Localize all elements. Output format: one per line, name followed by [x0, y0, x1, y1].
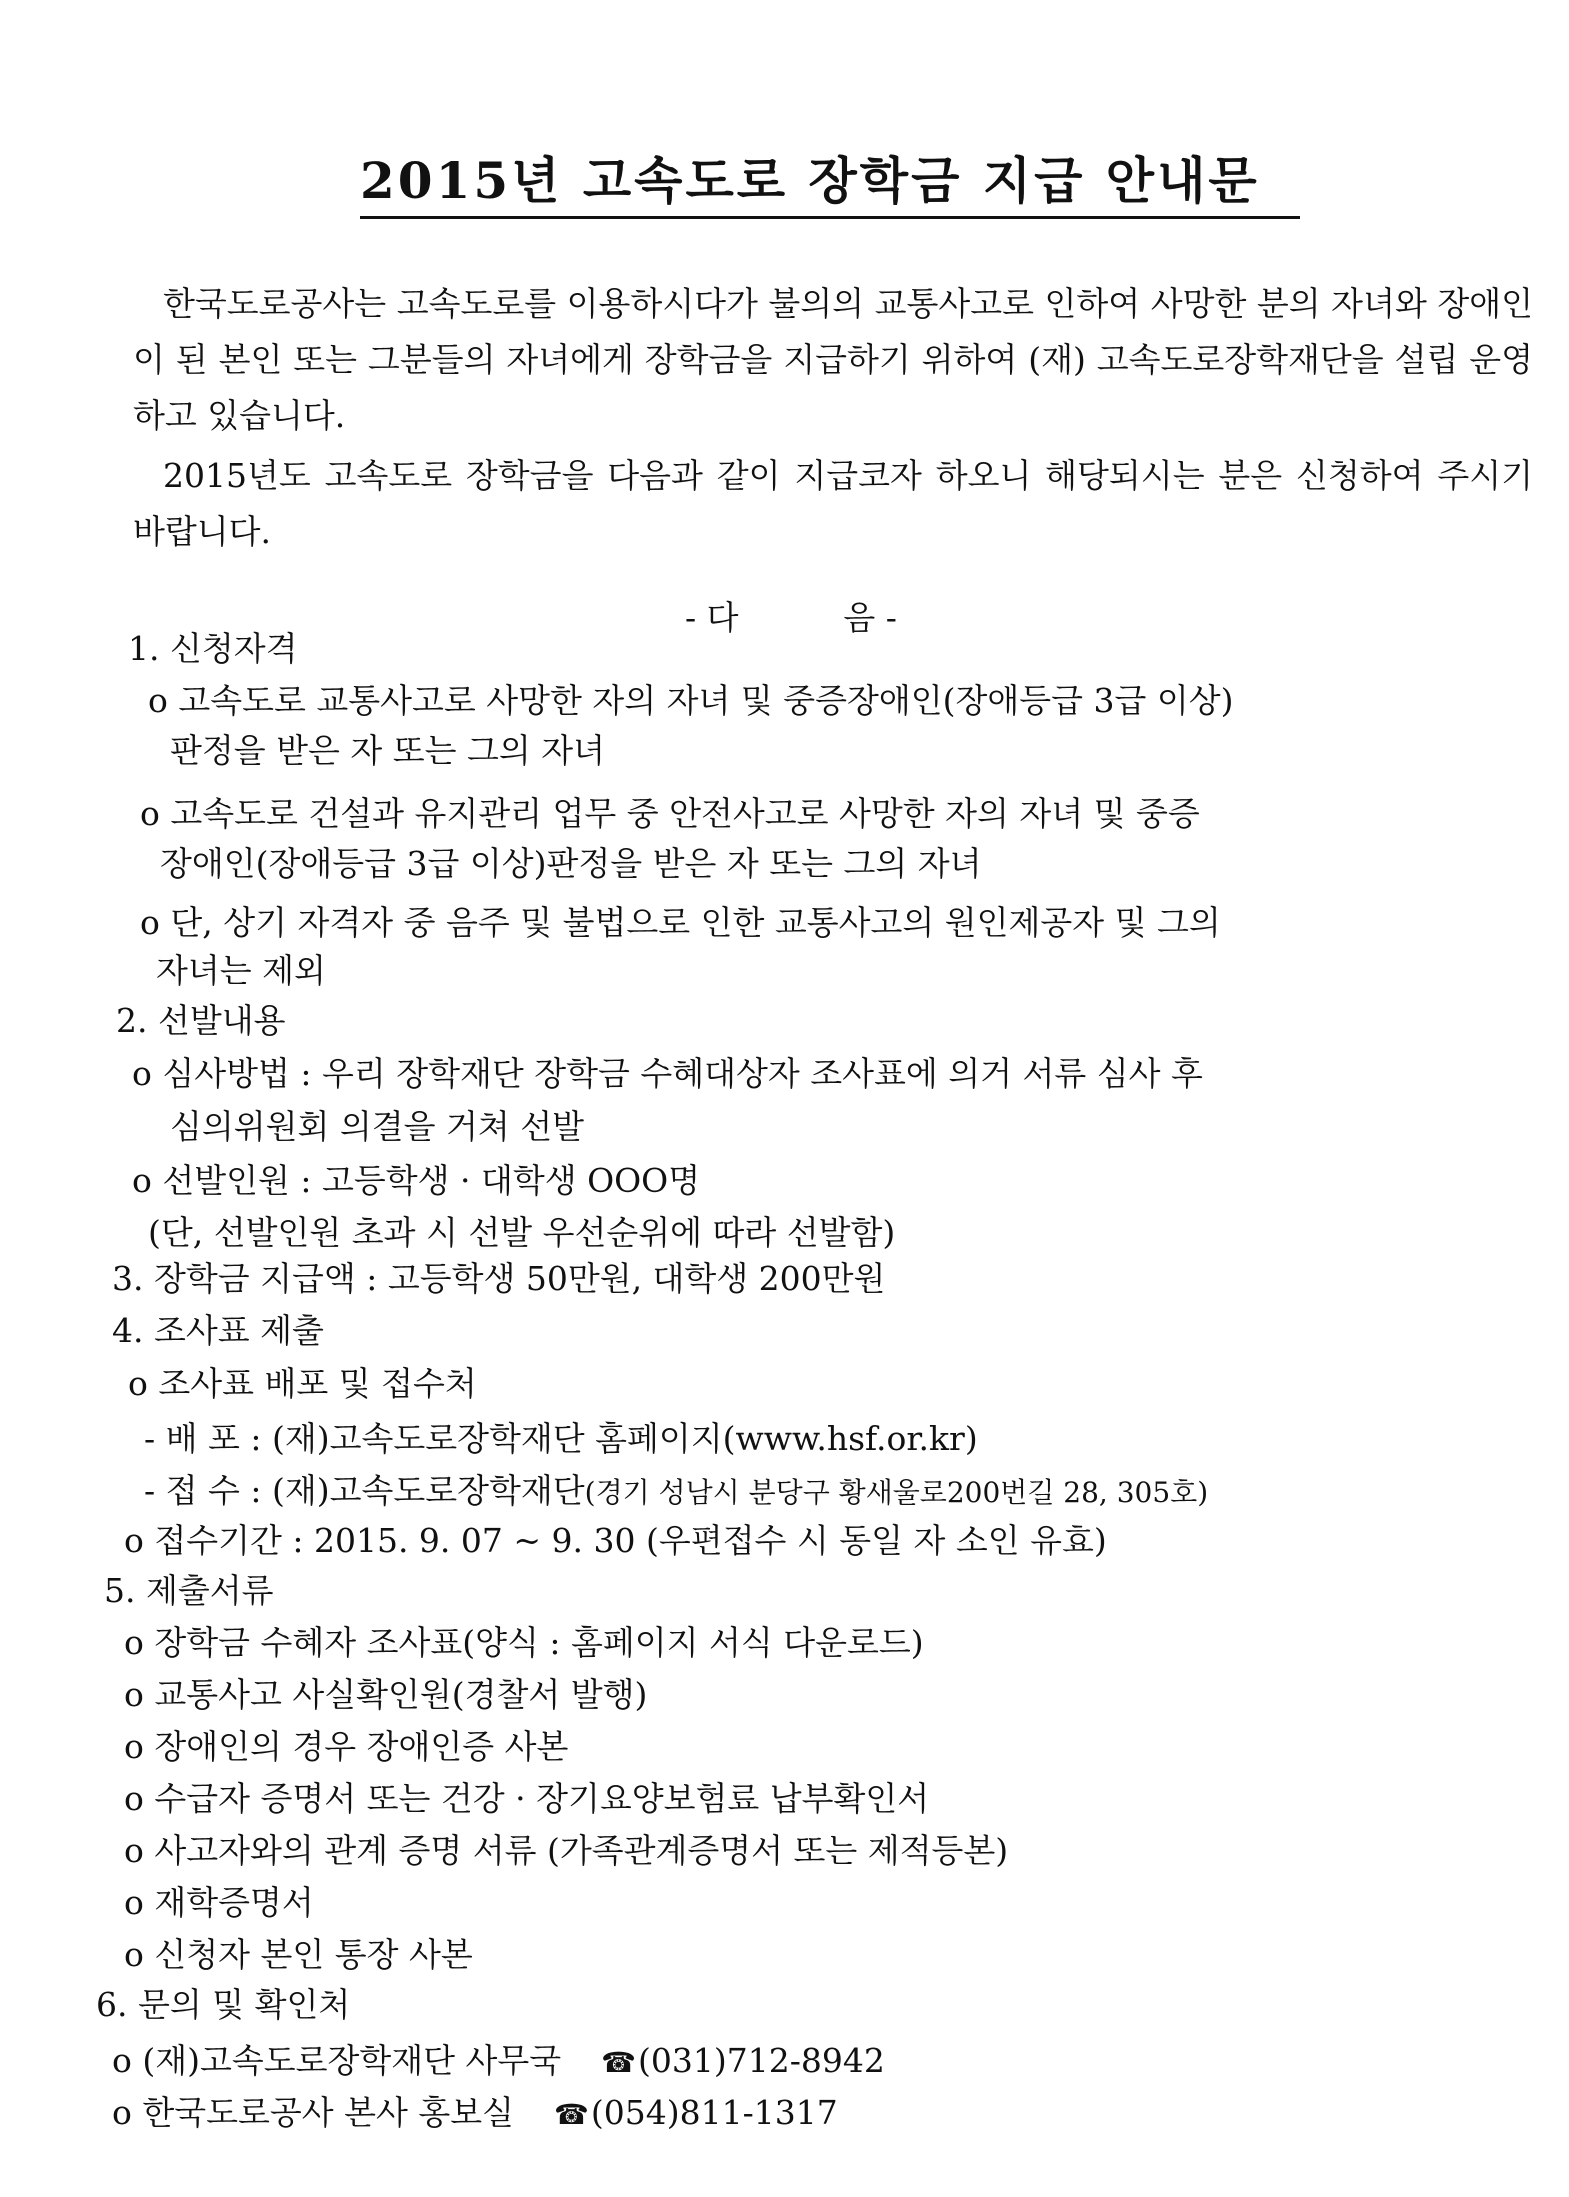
intro-paragraph-1: 한국도로공사는 고속도로를 이용하시다가 불의의 교통사고로 인하여 사망한 분의 자녀와 장애인이 된 본인 또는 그분들의 자녀에게 장학금을 지급하기 위하여 (재) 고속도로장학재단을 설립 운영하고 있습니다. [133, 284, 1533, 435]
contact-2-phone-number: (054)811-1317 [590, 2093, 838, 2132]
section-1-heading: 1. 신청자격 [128, 629, 298, 668]
section-2-item-2-cont: (단, 선발인원 초과 시 선발 우선순위에 따라 선발함) [148, 1213, 896, 1252]
contact-2-phone [554, 2092, 838, 2136]
contact-1-name: o (재)고속도로장학재단 사무국 [112, 2041, 562, 2080]
section-1-item-2: o 고속도로 건설과 유지관리 업무 중 안전사고로 사망한 자의 자녀 및 중증 [140, 794, 1200, 833]
contact-1-phone-number: (031)712-8942 [638, 2041, 885, 2080]
section-4-reception-label: - 접 수 : (재)고속도로장학재단 [144, 1471, 585, 1510]
section-5-item: o 사고자와의 관계 증명 서류 (가족관계증명서 또는 제적등본) [124, 1831, 1009, 1870]
section-2-item-1: o 심사방법 : 우리 장학재단 장학금 수혜대상자 조사표에 의거 서류 심사 후 [132, 1054, 1203, 1093]
section-2-item-1-cont: 심의위원회 의결을 거쳐 선발 [170, 1107, 585, 1146]
section-1-item-1: o 고속도로 교통사고로 사망한 자의 자녀 및 중증장애인(장애등급 3급 이상) [148, 681, 1234, 720]
section-2-item-2: o 선발인원 : 고등학생 · 대학생 OOO명 [132, 1161, 701, 1200]
section-5-item: o 신청자 본인 통장 사본 [124, 1935, 473, 1974]
contact-1-phone [601, 2040, 885, 2084]
section-5-item: o 장학금 수혜자 조사표(양식 : 홈페이지 서식 다운로드) [124, 1623, 924, 1662]
section-5-item: o 수급자 증명서 또는 건강 · 장기요양보험료 납부확인서 [124, 1779, 930, 1818]
intro-paragraphs [133, 276, 1533, 560]
section-4-reception-address: (경기 성남시 분당구 황새울로200번길 28, 305호) [584, 1476, 1209, 1509]
contact-2 [112, 2092, 838, 2136]
section-3-heading: 3. 장학금 지급액 : 고등학생 50만원, 대학생 200만원 [112, 1259, 886, 1298]
section-5-item: o 재학증명서 [124, 1883, 314, 1922]
telephone-icon: ☎ [554, 2098, 589, 2131]
section-1-item-2-cont: 장애인(장애등급 3급 이상)판정을 받은 자 또는 그의 자녀 [160, 844, 982, 883]
section-4-heading: 4. 조사표 제출 [112, 1311, 324, 1350]
section-4-period: o 접수기간 : 2015. 9. 07 ~ 9. 30 (우편접수 시 동일 자 소인 유효) [124, 1521, 1107, 1560]
section-1-item-3-cont: 자녀는 제외 [156, 951, 326, 990]
section-4-reception [144, 1470, 1208, 1514]
section-5-heading: 5. 제출서류 [104, 1571, 274, 1610]
telephone-icon: ☎ [601, 2046, 637, 2079]
section-2-heading: 2. 선발내용 [116, 1001, 286, 1040]
section-1-item-3: o 단, 상기 자격자 중 음주 및 불법으로 인한 교통사고의 원인제공자 및 그의 [140, 903, 1221, 942]
intro-paragraph-2: 2015년도 고속도로 장학금을 다음과 같이 지급코자 하오니 해당되시는 분은 신청하여 주시기 바랍니다. [133, 456, 1533, 551]
contact-2-name: o 한국도로공사 본사 홍보실 [112, 2093, 514, 2132]
section-1-item-1-cont: 판정을 받은 자 또는 그의 자녀 [170, 731, 605, 770]
page-title: 2015년 고속도로 장학금 지급 안내문 [360, 152, 1300, 219]
center-label: - 다 음 - [685, 598, 897, 637]
section-4-item-1: o 조사표 배포 및 접수처 [128, 1364, 477, 1403]
section-4-distribution: - 배 포 : (재)고속도로장학재단 홈페이지(www.hsf.or.kr) [144, 1419, 978, 1458]
section-5-item: o 교통사고 사실확인원(경찰서 발행) [124, 1675, 648, 1714]
section-5-item: o 장애인의 경우 장애인증 사본 [124, 1727, 569, 1766]
contact-1 [112, 2040, 885, 2084]
section-6-heading: 6. 문의 및 확인처 [96, 1985, 351, 2024]
